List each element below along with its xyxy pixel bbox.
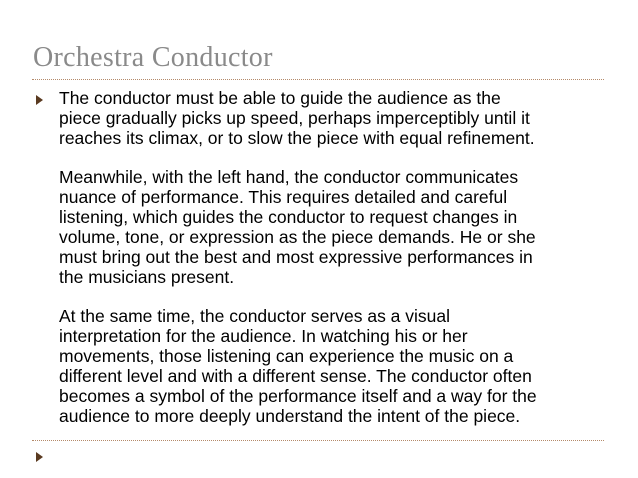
title-divider xyxy=(32,79,604,80)
bullet-arrow-icon-empty xyxy=(36,452,43,462)
slide-body xyxy=(59,88,604,426)
paragraph-visual: At the same time, the conductor serves as a visual interpretation for the audience. In watching his or her movements, those listening can experience the music on a different level and with a different sense. The conductor often becomes a symbol of the performance itself and a way for the audience to more deeply understand the intent of the piece. xyxy=(59,306,537,426)
slide-title: Orchestra Conductor xyxy=(33,42,273,73)
paragraph-tempo: The conductor must be able to guide the audience as the piece gradually picks up speed, perhaps imperceptibly until it reaches its climax, or to slow the piece with equal refinement. xyxy=(59,88,535,148)
paragraph-left-hand: Meanwhile, with the left hand, the conductor communicates nuance of performance. This requires detailed and careful listening, which guides the conductor to request changes in volume, tone, or expression as the piece demands. He or she must bring out the best and most expressive performances in the musicians present. xyxy=(59,167,536,287)
bullet-arrow-icon xyxy=(36,95,43,105)
bottom-divider xyxy=(32,440,604,441)
